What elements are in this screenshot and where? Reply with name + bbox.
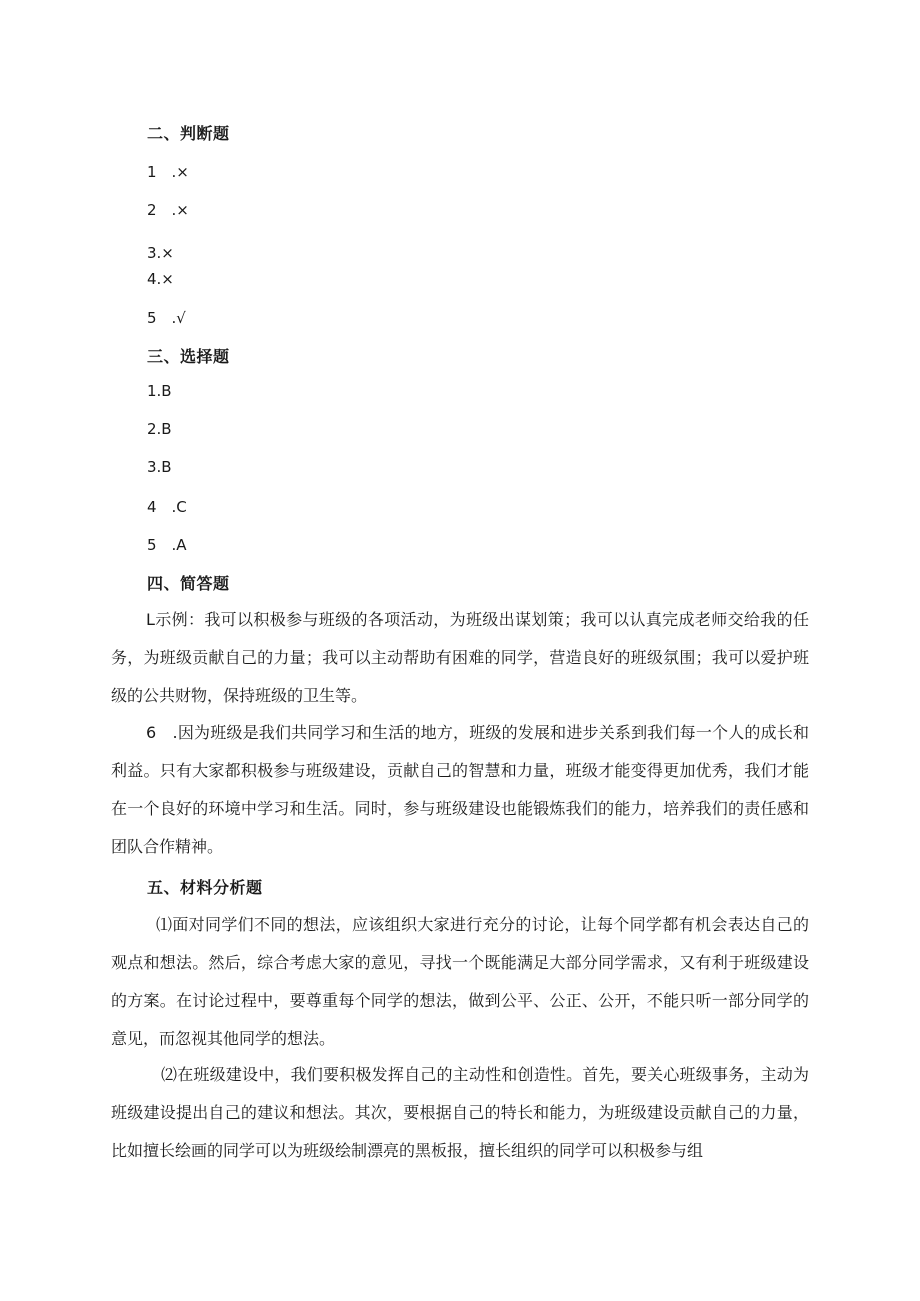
analysis-answer-1 — [111, 906, 809, 1058]
choice-answer-3: 3.B — [147, 458, 172, 476]
short-answer-2-text: 6 .因为班级是我们共同学习和生活的地方，班级的发展和进步关系到我们每一个人的成长和利益。只有大家都积极参与班级建设，贡献自己的智慧和力量，班级才能变得更加优秀，我们才能在一个良好的环境中学习和生活。同时，参与班级建设也能锻炼我们的能力，培养我们的责任感和团队合作精神。 — [111, 723, 809, 856]
analysis-answer-1-text: ⑴面对同学们不同的想法，应该组织大家进行充分的讨论，让每个同学都有机会表达自己的观点和想法。然后，综合考虑大家的意见，寻找一个既能满足大部分同学需求，又有利于班级建设的方案。在讨论过程中，要尊重每个同学的想法，做到公平、公正、公开，不能只听一部分同学的意见，而忽视其他同学的想法。 — [111, 915, 809, 1048]
analysis-answer-2 — [111, 1056, 809, 1170]
analysis-answer-2-text: ⑵在班级建设中，我们要积极发挥自己的主动性和创造性。首先，要关心班级事务，主动为班级建设提出自己的建议和想法。其次，要根据自己的特长和能力，为班级建设贡献自己的力量，比如擅长绘画的同学可以为班级绘制漂亮的黑板报，擅长组织的同学可以积极参与组 — [111, 1065, 809, 1160]
short-answer-2 — [111, 714, 809, 866]
judgment-answer-2: 2 .× — [147, 201, 189, 219]
judgment-answer-3: 3.× — [147, 244, 174, 262]
choice-answer-1: 1.B — [147, 382, 172, 400]
section-heading-judgment: 二、判断题 — [147, 124, 230, 143]
judgment-answer-4: 4.× — [147, 270, 174, 288]
section-heading-choice: 三、选择题 — [147, 347, 230, 366]
choice-answer-2: 2.B — [147, 420, 172, 438]
short-answer-1 — [111, 601, 809, 715]
judgment-answer-5: 5 .√ — [147, 309, 186, 327]
judgment-answer-1: 1 .× — [147, 163, 189, 181]
short-answer-1-text: L示例：我可以积极参与班级的各项活动，为班级出谋划策；我可以认真完成老师交给我的任务，为班级贡献自己的力量；我可以主动帮助有困难的同学，营造良好的班级氛围；我可以爱护班级的公共财物，保持班级的卫生等。 — [111, 610, 809, 705]
choice-answer-4: 4 .C — [147, 498, 187, 516]
section-heading-material-analysis: 五、材料分析题 — [147, 878, 263, 897]
section-heading-short-answer: 四、简答题 — [147, 574, 230, 593]
choice-answer-5: 5 .A — [147, 536, 187, 554]
